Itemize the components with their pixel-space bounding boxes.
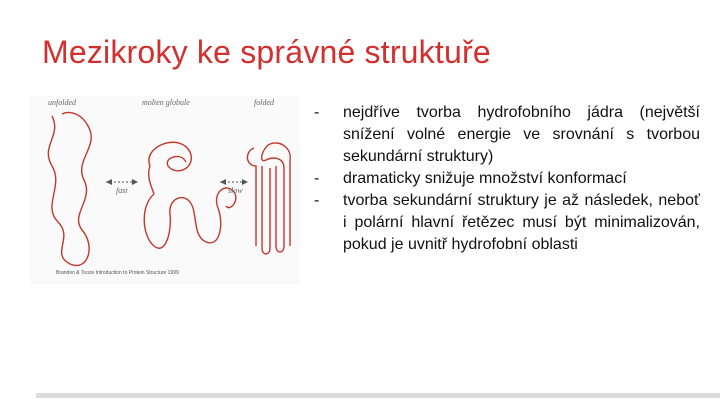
bullet-dash: - [314,170,320,187]
bullet-dash: - [314,104,320,121]
unfolded-chain [48,113,91,266]
folding-figure [30,96,300,284]
label-molten-globule: molten globule [142,98,190,107]
bottom-bar [36,393,720,398]
bullet-text: tvorba sekundární struktury je až následek, neboť i polární hlavní řetězec musí být minimalizován, pokud je uvnitř hydrofobní oblasti [343,192,700,253]
bullet-text: dramaticky snižuje množství konformací [343,170,627,187]
label-slow: slow [228,186,243,195]
bullet-dash: - [314,192,320,209]
folded-chain [247,143,290,254]
slide-title: Mezikroky ke správné struktuře [42,34,491,70]
bullet-text: nejdříve tvorba hydrofobního jádra (největší snížení volné energie ve srovnání s tvorbou sekundární struktury) [343,104,700,165]
figure-caption: Branden & Tooze Introduction to Protein Structure 1999 [56,270,179,276]
bullet-list [314,102,700,256]
label-fast: fast [116,186,128,195]
bullet-item [314,168,700,190]
bullet-item [314,102,700,168]
bullet-item [314,190,700,256]
label-folded: folded [254,98,274,107]
molten-globule-chain [144,142,236,248]
label-unfolded: unfolded [48,98,76,107]
folding-diagram [30,96,300,284]
